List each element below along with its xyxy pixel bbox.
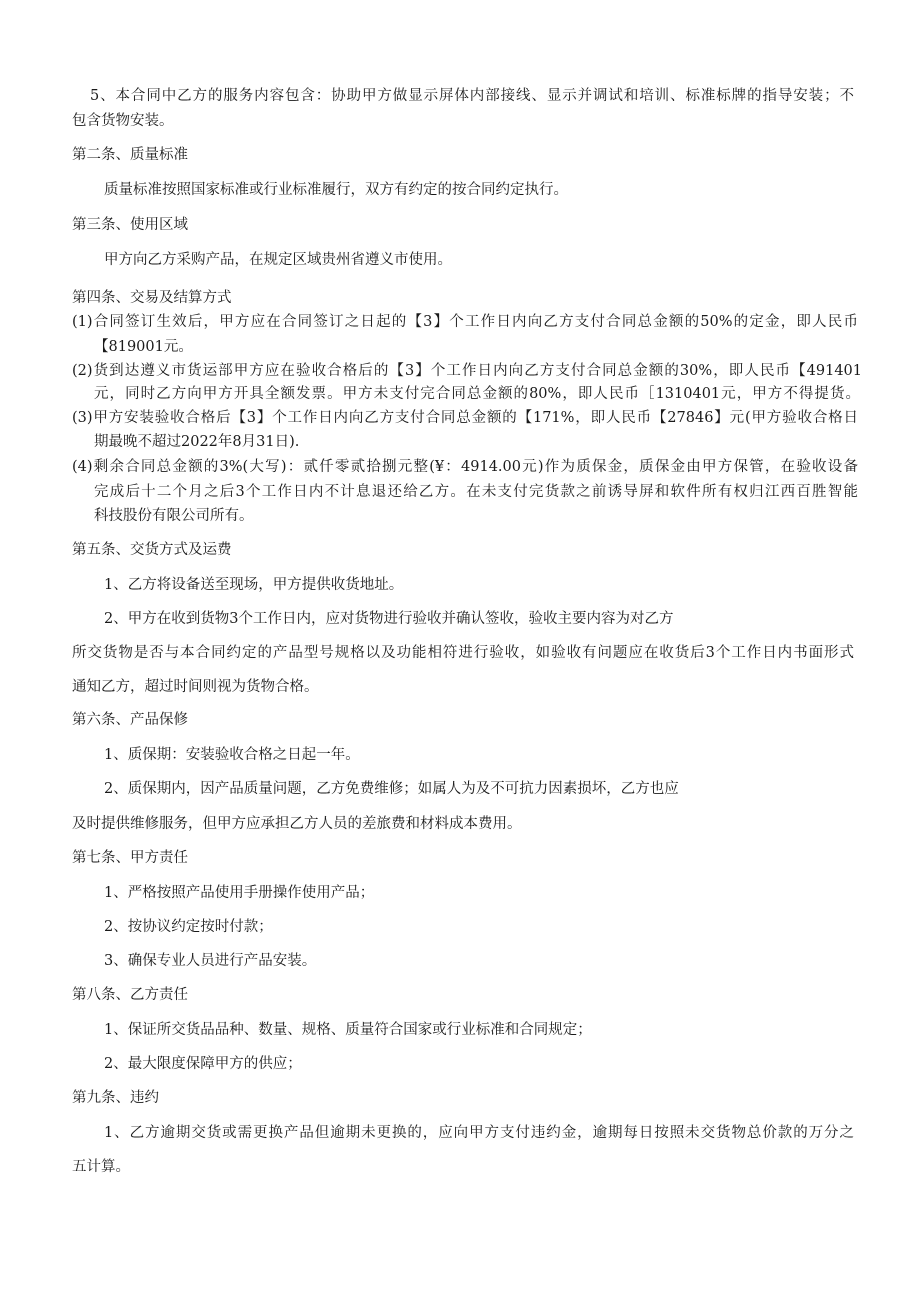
party-a-item-3: 3、确保专业人员进行产品安装。	[104, 953, 317, 969]
section-heading-breach: 第九条、违约	[72, 1090, 159, 1106]
settlement-clause-1-line-1: (1)合同签订生效后，甲方应在合同签订之日起的【3】个工作日内向乙方支付合同总金额的50%的定金，即人民币	[72, 314, 858, 330]
section-heading-delivery: 第五条、交货方式及运费	[72, 542, 232, 558]
delivery-item-1: 1、乙方将设备送至现场，甲方提供收货地址。	[104, 577, 404, 593]
breach-item-1-line-1: 1、乙方逾期交货或需更换产品但逾期未更换的，应向甲方支付违约金，逾期每日按照未交货物总价款的万分之	[104, 1125, 854, 1141]
settlement-clause-4-line-3: 科技股份有限公司所有。	[94, 508, 254, 524]
section-heading-settlement: 第四条、交易及结算方式	[72, 290, 232, 306]
party-a-item-2: 2、按协议约定按时付款；	[104, 919, 273, 935]
service-scope-line-1: 5、本合同中乙方的服务内容包含：协助甲方做显示屏体内部接线、显示并调试和培训、标准标牌的指导安装；不	[90, 88, 854, 104]
settlement-clause-3-line-1: (3)甲方安装验收合格后【3】个工作日内向乙方支付合同总金额的【171%，即人民币【27846】元(甲方验收合格日	[72, 410, 858, 426]
party-a-item-1: 1、严格按照产品使用手册操作使用产品；	[104, 885, 375, 901]
breach-item-1-line-2: 五计算。	[72, 1159, 130, 1175]
warranty-item-2-line-1: 2、质保期内，因产品质量问题，乙方免费维修；如属人为及不可抗力因素损坏，乙方也应	[104, 781, 679, 797]
settlement-clause-2-line-1: (2)货到达遵义市货运部甲方应在验收合格后的【3】个工作日内向乙方支付合同总金额的30%，即人民币【491401	[72, 363, 862, 379]
settlement-clause-4-line-1: (4)剩余合同总金额的3%(大写)：贰仟零贰拾捌元整(¥：4914.00元)作为质保金，质保金由甲方保管，在验收设备	[72, 459, 858, 475]
section-heading-warranty: 第六条、产品保修	[72, 712, 188, 728]
settlement-clause-2-line-2: 元，同时乙方向甲方开具全额发票。甲方未支付完合同总金额的80%，即人民币［1310401元，甲方不得提货。	[94, 386, 860, 402]
warranty-item-2-line-2: 及时提供维修服务，但甲方应承担乙方人员的差旅费和材料成本费用。	[72, 816, 522, 832]
section-heading-quality: 第二条、质量标准	[72, 147, 188, 163]
settlement-clause-1-line-2: 【819001元。	[94, 339, 193, 355]
settlement-clause-4-line-2: 完成后十二个月之后3个工作日内不计息退还给乙方。在未支付完货款之前诱导屏和软件所有权归江西百胜智能	[94, 484, 858, 500]
party-b-item-2: 2、最大限度保障甲方的供应；	[104, 1056, 302, 1072]
party-b-item-1: 1、保证所交货品品种、数量、规格、质量符合国家或行业标准和合同规定；	[104, 1022, 592, 1038]
delivery-item-2-line-3: 通知乙方，超过时间则视为货物合格。	[72, 679, 319, 695]
delivery-item-2-line-2: 所交货物是否与本合同约定的产品型号规格以及功能相符进行验收，如验收有问题应在收货后3个工作日内书面形式	[72, 645, 854, 661]
section-heading-party-b: 第八条、乙方责任	[72, 987, 188, 1003]
region-paragraph: 甲方向乙方采购产品，在规定区域贵州省遵义市使用。	[104, 252, 452, 268]
warranty-item-1: 1、质保期：安装验收合格之日起一年。	[104, 747, 360, 763]
settlement-clause-3-line-2: 期最晚不超过2022年8月31日).	[94, 434, 300, 450]
service-scope-line-2: 包含货物安装。	[72, 113, 174, 129]
section-heading-region: 第三条、使用区域	[72, 217, 188, 233]
quality-paragraph: 质量标准按照国家标准或行业标准履行，双方有约定的按合同约定执行。	[104, 182, 568, 198]
section-heading-party-a: 第七条、甲方责任	[72, 850, 188, 866]
delivery-item-2-line-1: 2、甲方在收到货物3个工作日内，应对货物进行验收并确认签收，验收主要内容为对乙方	[104, 611, 674, 627]
